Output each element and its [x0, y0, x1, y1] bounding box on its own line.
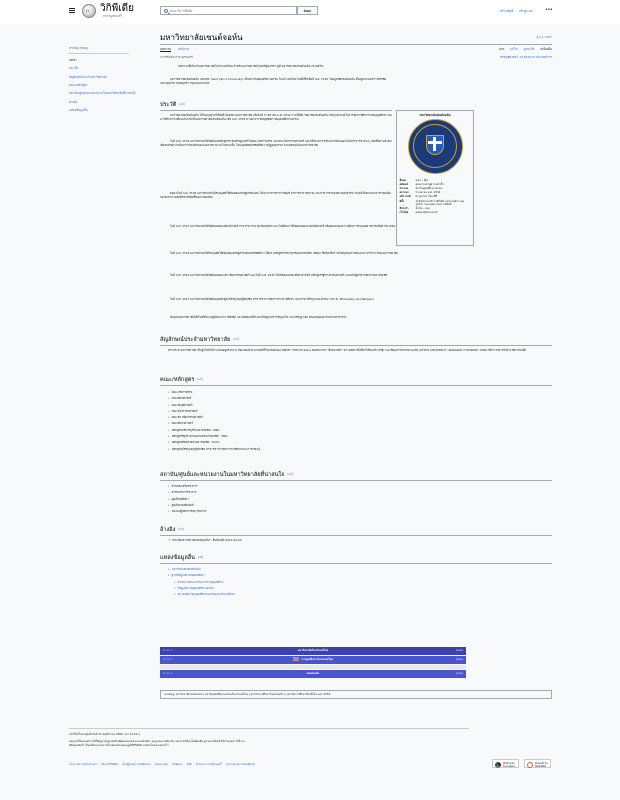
reference-1: ↑ "ประวัติมหาวิทยาลัยเซนต์จอห์น". สืบค้นเมื่อ 2011-04-20 [168, 538, 242, 542]
infobox-row [399, 211, 471, 215]
edit-section-history[interactable]: [แก้] [179, 103, 185, 106]
title-row [160, 29, 552, 45]
main-content [160, 29, 552, 723]
heading-faculties [160, 376, 552, 386]
list-item-label: หลักสูตรบริหารธุรกิจมหาบัณฑิต : MBA [171, 427, 220, 432]
search-icon [164, 9, 168, 13]
footer-links [69, 763, 259, 767]
toc-item[interactable]: สัญลักษณ์ประจำมหาวิทยาลัย [69, 74, 107, 79]
toc-divider [69, 53, 129, 54]
tab-edit[interactable]: แก้ไข [510, 47, 518, 51]
edit-section-institutes[interactable]: [แก้] [287, 473, 293, 476]
footer-divider [69, 728, 469, 729]
list-item-label: คณะศิลปศาสตร์ [171, 396, 192, 401]
list-item-label[interactable]: มหาวิทยาลัยเซนต์จอห์น [171, 567, 201, 571]
infobox-row [399, 199, 471, 207]
heading-external-links [160, 554, 552, 564]
university-seal-icon[interactable] [408, 119, 463, 174]
coordinates-link[interactable]: พิกัดภูมิศาสตร์: 13.8120°N 100.5663°E [500, 55, 552, 59]
navbox-toggle[interactable]: [แสดง] [456, 658, 463, 661]
license-text: อนุญาตให้เผยแพร่ภายใต้สัญญาอนุญาตครีเอทีฟคอมมอนส์ แบบแสดงที่มา-อนุญาตแบบเดียวกัน และอาจมีเงื่อนไขเพิ่มเติม ดูรายละเอียดที่ ข้อกำหนดการใช้งาน [69, 739, 245, 743]
tab-talk[interactable]: อภิปราย [178, 47, 189, 51]
login-link[interactable]: เข้าสู่ระบบ [519, 9, 533, 13]
navbox-toggle[interactable]: [แสดง] [456, 672, 463, 675]
list-item-label[interactable]: สมาคมสถาบันอุดมศึกษาเอกชนแห่งประเทศไทย [177, 592, 235, 597]
search-box[interactable] [160, 6, 297, 15]
list-item-label[interactable]: ฐานข้อมูลสถาบันอุดมศึกษา [171, 573, 205, 578]
list-item-label: คณะนิเทศศาสตร์ [171, 402, 193, 407]
intro-paragraph: มหาวิทยาลัยเซนต์จอห์น (อังกฤษ: Saint John's University) เป็นสถาบันอุดมศึกษาเอกชน ในประเทศไทย ก่อตั้งขึ้นเมื่อปี พ.ศ. 2532 โดยมูลนิธิเซนต์จอห์น ตั้งอยู่บนถนนวิภาวดีรังสิต แขวงจตุจักร เขตจตุจักร กรุงเทพมหานคร [160, 77, 387, 86]
footer-link[interactable]: ตัวอย่างเช่น [154, 763, 169, 766]
list-item-label: สำนักบริการวิชาการ [171, 490, 197, 495]
infobox-value: สถาบันอุดมศึกษาเอกชน [415, 187, 443, 191]
list-item-label: คณะบริหารธุรกิจ [171, 390, 193, 394]
infobox-value: www.stjohn.ac.th [415, 211, 438, 215]
wikimedia-badge[interactable]: Wikimedia Foundation [492, 759, 519, 768]
faculty-list [168, 389, 260, 452]
create-account-link[interactable]: สร้างบัญชี [500, 9, 514, 13]
more-options-icon[interactable]: ••• [545, 7, 553, 13]
footer-link[interactable]: เกี่ยวกับวิกิพีเดีย [100, 763, 119, 766]
infobox-key: ชื่อย่อ [399, 178, 406, 182]
heading-institutes-text: สถาบัน/ศูนย์และหน่วยงานในมหาวิทยาลัยที่น่าสนใจ [160, 472, 285, 478]
tab-read[interactable]: อ่าน [498, 47, 505, 51]
history-paragraph-4: ในปี พ.ศ. 2537 มหาวิทยาลัยได้เปิดสอนคณะศิลปศาสตร์ สาขาวิชาภาษาอังกฤษธุรกิจ และในปีถัดมาได้เปิดสอนคณะนิเทศศาสตร์ เพื่อตอบสนองความต้องการของอุตสาหกรรมสื่อสารมวลชน [170, 224, 396, 228]
footer-link[interactable]: สถิติ [186, 763, 192, 766]
infobox-value: 1110/9 ถนนวิภาวดีรังสิต แขวงจตุจักร เขตจตุจักร กรุงเทพมหานคร 10900 [415, 199, 465, 207]
infobox-key: ประเภท [399, 187, 409, 191]
user-links [500, 9, 538, 13]
institute-list [168, 483, 206, 514]
history-paragraph-7: ในปี พ.ศ. 2547 มหาวิทยาลัยได้เปิดสอนหลักสูตรปรัชญาดุษฎีบัณฑิต สาขาวิชาการจัดการทางการศึกษา และสาขาปรัชญาและศาสนา (Ph.D. Philosophy and Religion) [170, 297, 375, 301]
navbox-title: เซนต์จอห์น [306, 672, 320, 675]
list-item-label: สำนักส่งเสริมวิชาการ [171, 484, 198, 488]
mediawiki-badge[interactable]: Powered by MediaWiki [524, 759, 551, 768]
navbox-row[interactable] [160, 670, 466, 678]
list-item-label: ศูนย์ไทยศึกษา [171, 496, 189, 501]
tagline: สารานุกรมเสรี [103, 14, 122, 18]
infobox-value: มซจ. / SJU [415, 178, 429, 182]
last-edit: หน้านี้แก้ไขล่าสุดเมื่อวันที่ 11 พฤศจิกายน 2566 เวลา 13:19 น. [69, 732, 141, 736]
infobox-key: สีประจำ [399, 207, 409, 211]
navbox-title: การอุดมศึกษาในประเทศไทย [300, 658, 333, 661]
footer [69, 728, 553, 749]
list-item [168, 508, 206, 514]
heading-institutes [160, 471, 552, 481]
toc-item[interactable]: แหล่งข้อมูลอื่น [69, 107, 88, 112]
toc-item[interactable]: อ้างอิง [69, 99, 78, 104]
infobox-value: น้ำเงิน - ทอง [415, 207, 430, 211]
infobox-key: อธิการบดี [399, 195, 411, 199]
list-item-label[interactable]: ข้อมูลสถาบันอุดมศึกษาเอกชน [177, 585, 214, 590]
toc-item[interactable]: บทนำ [69, 57, 77, 62]
history-paragraph-2: ในปี พ.ศ. 2534 มหาวิทยาลัยได้เปิดสอนหลักสูตรระดับปริญญาตรีในคณะบริหารธุรกิจ และคณะวิศวกรรมศาสตร์ และได้ขยายการเรียนการสอนออกไปยังสาขาวิชาต่างๆ เพิ่มขึ้นตามลำดับ เพื่อรองรับความต้องการของสังคมและตลาดแรงงานในขณะนั้น โดยมุ่งผลิตบัณฑิตที่มีความรู้คู่คุณธรรม ตามคติพจน์ของมหาวิทยาลัย [160, 139, 392, 148]
infobox-key: สถาปนา [399, 191, 409, 195]
top-header [0, 0, 620, 24]
category-links[interactable]: หมวดหมู่: มหาวิทยาลัยเซนต์จอห์น | สถาบันอุดมศึกษาเอกชนในประเทศไทย | สถาบันการศึกษาในเขตจตุจักร | สถาบันการศึกษาที่ก่อตั้งใน พ.ศ. 2532 [160, 690, 552, 699]
heading-faculties-text: คณะ/หลักสูตร [160, 377, 195, 383]
thai-flag-icon [293, 657, 299, 661]
toc-item[interactable]: ประวัติ [69, 66, 78, 71]
heading-symbols [160, 336, 552, 346]
external-links-list [168, 566, 235, 597]
list-item-label[interactable]: สำนักงานคณะกรรมการการอุดมศึกษา [177, 579, 224, 584]
heading-symbols-text: สัญลักษณ์ประจำมหาวิทยาลัย [160, 337, 231, 343]
edit-section-faculties[interactable]: [แก้] [197, 378, 203, 381]
navbox-toggle[interactable]: [แสดง] [456, 649, 463, 652]
navbox-vdt[interactable]: ด • พ • ก [163, 672, 173, 675]
language-icon: 文A [535, 35, 542, 39]
language-count: 1 ภาษา [541, 35, 552, 39]
subtitle-row [160, 55, 552, 60]
history-paragraph-3: ต่อมาในปี พ.ศ. 2536 มหาวิทยาลัยได้รับอนุมัติให้เปิดสอนหลักสูตรเพิ่มเติม ได้แก่ สาขาวิชาการบัญชี สาขาวิชาการตลาด และสาขาวิชาคอมพิวเตอร์ธุรกิจ รวมถึงได้ขยายอาคารเรียนเพื่อรองรับจำนวนนักศึกษาที่เพิ่มขึ้นอย่างต่อเนื่อง [160, 191, 391, 200]
heading-external-links-text: แหล่งข้อมูลอื่น [160, 555, 195, 561]
heading-references-text: อ้างอิง [160, 527, 176, 533]
navbox-title: มหาวิทยาลัยในประเทศไทย [297, 649, 329, 652]
navbox-vdt[interactable]: ด • พ • ก [163, 658, 173, 661]
search-button[interactable]: ค้นหา [297, 6, 318, 15]
list-item-label: คณะศึกษาศาสตร์ [171, 421, 193, 426]
symbols-paragraph: ตราประจำมหาวิทยาลัย เป็นรูปโล่มีไม้กางเขนอยู่ตรงกลาง ล้อมรอบด้วยวงกลมสีน้ำเงินขอบทอง มีอักษร "VIRTUS SOLA NOBILITAT" ซึ่งหมายถึง "ความดีเท่านั้นที่ทำให้คนประเสริฐ" และชื่อมหาวิทยาลัย SAINT JOHN'S UNIVERSITY, BANGKOK (FOUNDED 1989) ที่มีการกล่าวถึงประวัติการก่อตั้ง [168, 348, 526, 352]
list-item-label: หลักสูตรศิลปศาสตรมหาบัณฑิต : M.Ed. [171, 440, 220, 445]
footer-link[interactable]: นักพัฒนา [172, 763, 183, 766]
navbox-vdt[interactable]: ด • พ • ก [163, 649, 173, 652]
heading-history [160, 101, 392, 111]
history-paragraph-6: ในปี พ.ศ. 2544 มหาวิทยาลัยได้เปิดสอนคณะสถาปัตยกรรมศาสตร์ และในปี พ.ศ. 2545 ได้เปิดสอนคณะศึกษาศาสตร์ หลักสูตรรัฐประศาสนศาสตร์ และหลักสูตรการจัดการมหาบัณฑิต [170, 273, 388, 277]
list-item-label: คณะวิศวกรรมศาสตร์ [171, 408, 198, 413]
toc-item[interactable]: คณะ/หลักสูตร [69, 82, 88, 87]
page-title: มหาวิทยาลัยเซนต์จอห์น [160, 33, 243, 42]
toc-item[interactable]: สถาบัน/ศูนย์และหน่วยงานในมหาวิทยาลัยที่น่าสนใจ [69, 91, 136, 96]
navbox-row[interactable] [160, 656, 466, 664]
list-item [168, 446, 260, 452]
footer-link[interactable]: คำแถลงการณ์เรื่องคุกกี้ [195, 763, 222, 766]
trademark-text: Wikipedia® เป็นเครื่องหมายการค้าจดทะเบียนของมูลนิธิวิกิมีเดีย องค์กรไม่แสวงผลกำไร [69, 744, 169, 748]
edit-section-references[interactable]: [แก้] [178, 528, 184, 531]
infobox-key: ที่ตั้ง [399, 199, 405, 203]
search-input[interactable] [170, 9, 290, 14]
list-item-label: หลักสูตรรัฐประศาสนศาสตรมหาบัณฑิต : MPA [171, 434, 228, 439]
list-item-label: ศูนย์ชุมชนสัมพันธ์ [171, 502, 194, 507]
wordmark[interactable]: วิกิพีเดีย [100, 3, 135, 14]
history-paragraph-1: มหาวิทยาลัยเซนต์จอห์น ได้รับอนุญาตให้จัดตั้งโดยทบวงมหาวิทยาลัย เมื่อวันที่ 5 เมษายน พ.ศ. 2532 ภายใต้ชื่อ วิทยาลัยเซนต์จอห์น มีวัตถุประสงค์ในการจัดการศึกษาระดับอุดมศึกษา ต่อมาได้รับการเปลี่ยนประเภทเป็นมหาวิทยาลัยเซนต์จอห์น เมื่อ พ.ศ. 2535 ตามพระราชบัญญัติสถาบันอุดมศึกษาเอกชน [160, 113, 392, 122]
footer-link[interactable]: นโยบายความเป็นส่วนตัว [69, 763, 97, 766]
infobox-table [399, 178, 471, 215]
infobox-key: เว็บไซต์ [399, 211, 409, 215]
list-item-label: หน่วยปฏิบัติการวิทยุ วิทยากร [171, 509, 207, 514]
toc-heading: สารบัญ [69, 46, 79, 50]
list-item-label: คณะสถาปัตยกรรมศาสตร์ [171, 415, 203, 420]
tab-history[interactable]: ดูประวัติ [523, 47, 535, 51]
language-button[interactable] [536, 35, 552, 39]
infobox-value: ดร.สุภาพร กัลยาศิริ [415, 195, 438, 199]
infobox-value: 5 เมษายน พ.ศ. 2532 [415, 191, 441, 195]
toc-hide-button[interactable]: [ซ่อน] [79, 46, 88, 50]
navbox [160, 647, 466, 679]
edit-section-external-links[interactable]: [แก้] [197, 556, 204, 559]
site-subtitle: จากวิกิพีเดีย สารานุกรมเสรี [160, 55, 193, 59]
tab-tools[interactable]: เครื่องมือ [540, 47, 552, 51]
page-tabs [160, 46, 552, 54]
edit-section-symbols[interactable]: [แก้] [233, 338, 239, 341]
wikipedia-logo-icon[interactable]: Ω [82, 4, 96, 18]
tab-article[interactable]: บทความ [160, 47, 172, 51]
hatnote: บทความนี้เกี่ยวกับมหาวิทยาลัยในประเทศไทย สำหรับมหาวิทยาลัยในสหรัฐอเมริกา ดูที่ มหาวิทยาลัยเซนต์จอห์น (นิวยอร์ก) [178, 64, 324, 68]
history-paragraph-8: ปัจจุบันมหาวิทยาลัยได้ย้ายที่ตั้งมาอยู่ที่ถนนวิภาวดีรังสิต และเปิดสอนทั้งระดับปริญญาตรี ปริญญาโท และปริญญาเอก ครอบคลุมหลากหลายสาขาวิชา [170, 315, 347, 319]
infobox [396, 110, 474, 246]
heading-references [160, 526, 552, 536]
list-item[interactable] [174, 591, 235, 597]
heading-history-text: ประวัติ [160, 102, 177, 108]
infobox-title: มหาวิทยาลัยเซนต์จอห์น [419, 113, 451, 117]
footer-link[interactable]: รุ่นสำหรับอุปกรณ์เคลื่อนที่ [225, 763, 255, 766]
toc-title [69, 46, 149, 50]
footer-link[interactable]: ข้อปฏิเสธความรับผิดชอบ [122, 763, 151, 766]
navbox-spacer [160, 665, 466, 669]
list-item-label: หลักสูตรปรัชญาดุษฎีบัณฑิต สาขาวิชาการจัดการการศึกษาและการเรียนรู้ [171, 446, 260, 451]
infobox-value: คุณธรรมนำสู่ความสำเร็จ [415, 182, 444, 186]
main-menu-icon[interactable] [69, 8, 75, 13]
infobox-key: คติพจน์ [399, 182, 408, 186]
table-of-contents [69, 46, 149, 116]
navbox-row[interactable] [160, 647, 466, 655]
toc-list [69, 58, 149, 112]
history-paragraph-5: ในปี พ.ศ. 2539 มหาวิทยาลัยได้รับอนุมัติให้เปิดสอนหลักสูตรระดับบัณฑิตศึกษา ได้แก่ หลักสูตรบริหารธุรกิจมหาบัณฑิต (MBA) ซึ่งถือเป็นก้าวสำคัญของการพัฒนาทางวิชาการของมหาวิทยาลัย [170, 251, 399, 255]
